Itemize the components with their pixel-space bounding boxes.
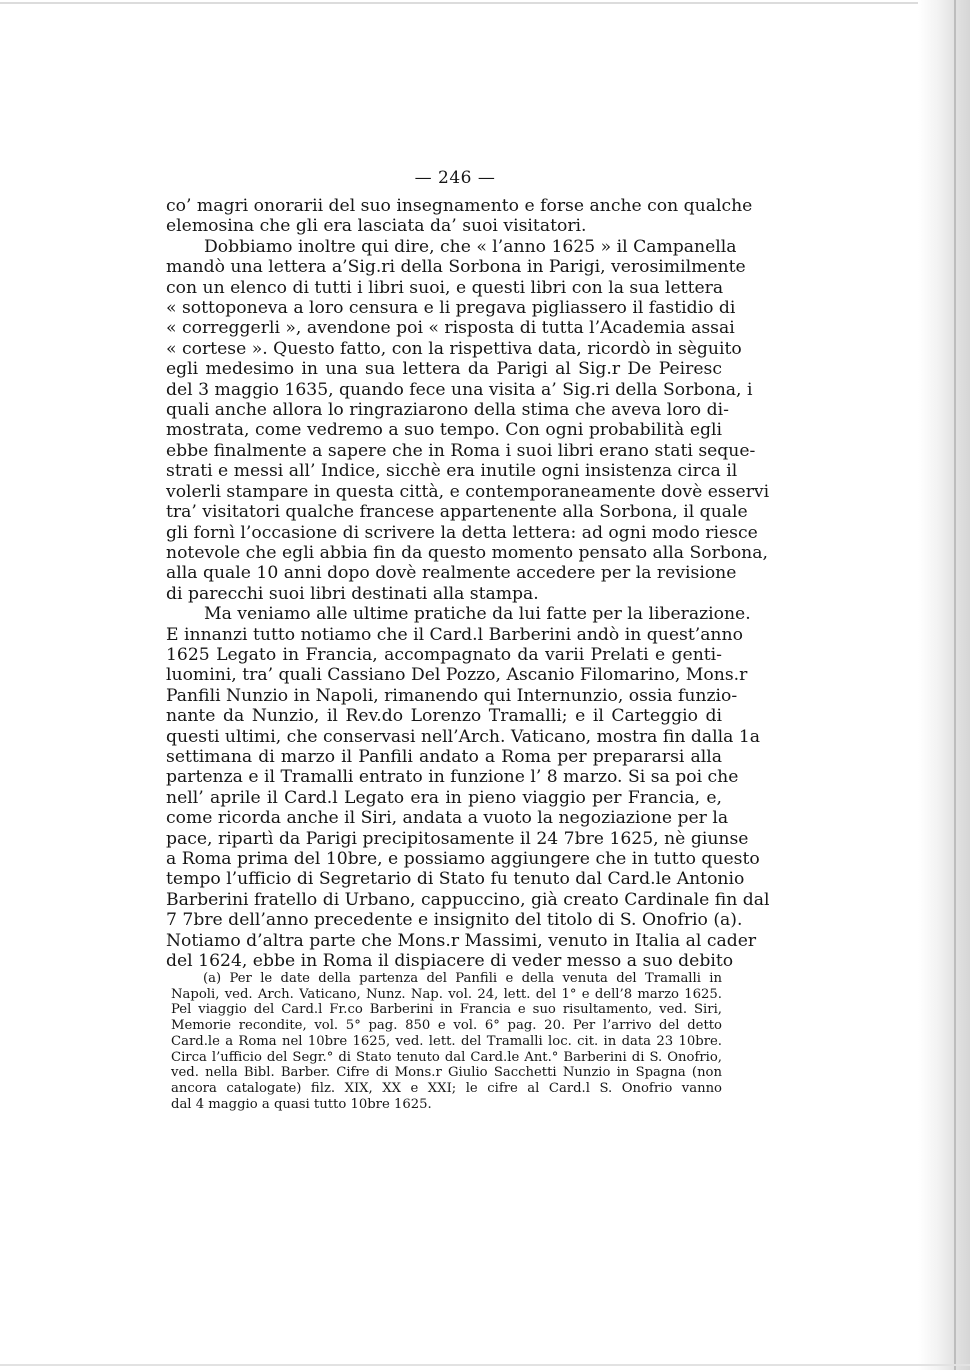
- text-line: partenza e il Tramalli entrato in funzione l’ 8 marzo. Si sa poi che: [166, 767, 739, 788]
- text-line: come ricorda anche il Siri, andata a vuoto la negoziazione per la: [166, 808, 729, 829]
- text-line: di parecchi suoi libri destinati alla stampa.: [166, 583, 539, 604]
- footnote-line: ancora catalogate) filz. XIX, XX e XXI; le cifre al Card.l S. Onofrio vanno: [171, 1080, 722, 1096]
- text-line: Dobbiamo inoltre qui dire, che « l’anno 1625 » il Campanella: [204, 236, 737, 257]
- text-line: egli medesimo in una sua lettera da Parigi al Sig.r De Peiresc: [166, 359, 722, 380]
- footnote-line: ved. nella Bibl. Barber. Cifre di Mons.r Giulio Sacchetti Nunzio in Spagna (non: [171, 1065, 722, 1081]
- footnote-line: Card.le a Roma nel 10bre 1625, ved. lett. del Tramalli loc. cit. in data 23 10bre.: [171, 1033, 722, 1049]
- text-line: Panfili Nunzio in Napoli, rimanendo qui Internunzio, ossia funzio-: [166, 685, 738, 706]
- text-line: nell’ aprile il Card.l Legato era in pieno viaggio per Francia, e,: [166, 787, 722, 808]
- text-line: 1625 Legato in Francia, accompagnato da varii Prelati e genti-: [166, 644, 722, 665]
- footnote-line: Napoli, ved. Arch. Vaticano, Nunz. Nap. vol. 24, lett. del 1° e dell’8 marzo 1625.: [171, 986, 722, 1002]
- text-line: « cortese ». Questo fatto, con la rispettiva data, ricordò in sèguito: [166, 338, 742, 359]
- text-line: alla quale 10 anni dopo dovè realmente accedere per la revisione: [166, 563, 737, 584]
- text-line: a Roma prima del 10bre, e possiamo aggiungere che in tutto questo: [166, 849, 760, 869]
- text-line: mostrata, come vedremo a suo tempo. Con ogni probabilità egli: [166, 420, 722, 441]
- scan-top-edge: [0, 2, 970, 4]
- text-line: Barberini fratello di Urbano, cappuccino, già creato Cardinale fin dal: [166, 889, 770, 910]
- page-number: — 246 —: [414, 168, 496, 188]
- text-line: « correggerli », avendone poi « risposta di tutta l’Academia assai: [166, 318, 735, 339]
- text-line: Notiamo d’altra parte che Mons.r Massimi, venuto in Italia al cader: [166, 930, 757, 951]
- scan-bottom-edge: [0, 1364, 970, 1366]
- text-line: volerli stampare in questa città, e contemporaneamente dovè esservi: [166, 481, 770, 502]
- text-line: « sottoponeva a loro censura e li pregava pigliassero il fastidio di: [166, 298, 736, 319]
- text-line: ebbe finalmente a sapere che in Roma i suoi libri erano stati seque-: [166, 440, 756, 461]
- footnote-line: Pel viaggio del Card.l Fr.co Barberini in Francia e suo risultamento, ved. Siri,: [171, 1002, 722, 1018]
- text-line: Ma veniamo alle ultime pratiche da lui fatte per la liberazione.: [204, 604, 751, 625]
- text-line: E innanzi tutto notiamo che il Card.l Barberini andò in quest’anno: [166, 624, 743, 645]
- text-line: questi ultimi, che conservasi nell’Arch. Vaticano, mostra fin dalla 1a: [166, 726, 761, 747]
- text-line: con un elenco di tutti i libri suoi, e questi libri con la sua lettera: [166, 277, 724, 298]
- footnote-line: (a) Per le date della partenza del Panfili e della venuta del Tramalli in: [203, 971, 722, 986]
- text-line: quali anche allora lo ringraziarono della stima che aveva loro di-: [166, 400, 729, 421]
- text-line: tempo l’ufficio di Segretario di Stato fu tenuto dal Card.le Antonio: [166, 869, 745, 890]
- footnote-line: dal 4 maggio a quasi tutto 10bre 1625.: [171, 1096, 432, 1112]
- text-line: elemosina che gli era lasciata da’ suoi visitatori.: [166, 216, 587, 237]
- main-text: [166, 196, 770, 972]
- text-line: del 3 maggio 1635, quando fece una visita a’ Sig.ri della Sorbona, i: [166, 379, 753, 400]
- text-line: settimana di marzo il Panfili andato a Roma per prepararsi alla: [166, 746, 722, 767]
- text-line: notevole che egli abbia fin da questo momento pensato alla Sorbona,: [166, 542, 768, 563]
- text-line: luomini, tra’ quali Cassiano Del Pozzo, Ascanio Filomarino, Mons.r: [166, 665, 748, 686]
- text-line: co’ magri onorarii del suo insegnamento e forse anche con qualche: [166, 196, 753, 216]
- footnote-line: Circa l’ufficio del Segr.° di Stato tenuto dal Card.le Ant.° Barberini di S. Onofrio,: [171, 1049, 722, 1065]
- text-line: gli fornì l’occasione di scrivere la detta lettera: ad ogni modo riesce: [166, 522, 758, 543]
- text-line: mandò una lettera a’Sig.ri della Sorbona in Parigi, verosimilmente: [166, 257, 746, 278]
- text-line: pace, ripartì da Parigi precipitosamente il 24 7bre 1625, nè giunse: [166, 828, 749, 849]
- text-line: strati e messi all’ Indice, sicchè era inutile ogni insistenza circa il: [166, 461, 738, 482]
- scan-right-edge: [918, 0, 970, 1370]
- footnote-line: Memorie recondite, vol. 5° pag. 850 e vol. 6° pag. 20. Per l’arrivo del detto: [171, 1018, 722, 1034]
- footnotes: [171, 971, 722, 1112]
- text-line: nante da Nunzio, il Rev.do Lorenzo Tramalli; e il Carteggio di: [166, 706, 722, 727]
- text-line: del 1624, ebbe in Roma il dispiacere di veder messo a suo debito: [166, 951, 734, 972]
- text-line: 7 7bre dell’anno precedente e insignito del titolo di S. Onofrio (a).: [166, 910, 743, 931]
- scan-binding-line: [954, 0, 956, 1370]
- text-line: tra’ visitatori qualche francese appartenente alla Sorbona, il quale: [166, 502, 748, 523]
